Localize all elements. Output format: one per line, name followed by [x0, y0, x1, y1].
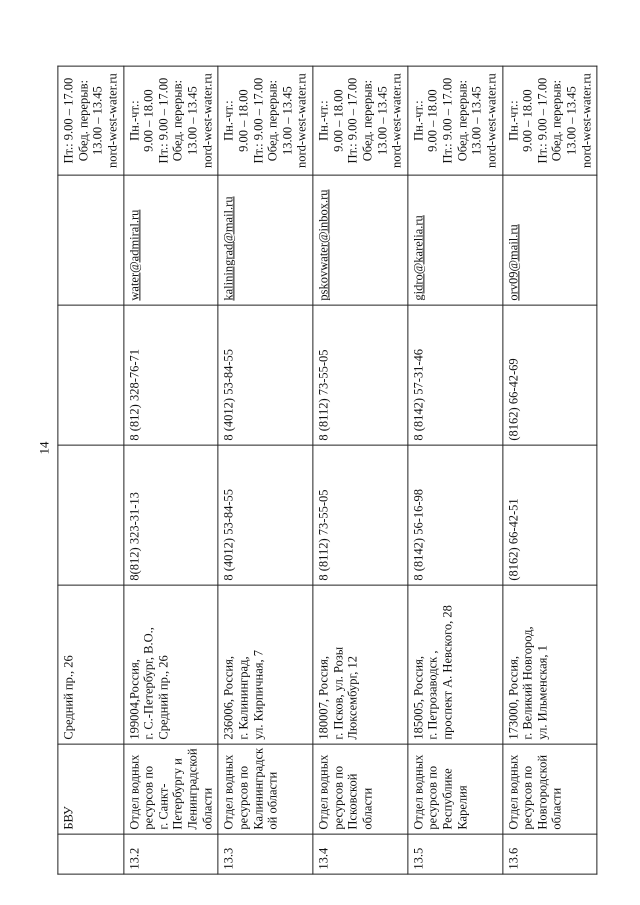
- row-number: 13.6: [505, 847, 520, 870]
- working-hours-line: 9.00 – 18.00: [425, 89, 440, 152]
- department-name-cell: [123, 744, 218, 834]
- department-name-line: области: [200, 787, 214, 830]
- department-name-line: Ленинградской: [185, 748, 200, 830]
- address-line: г. Калининград,: [236, 656, 251, 740]
- address-line: 185005, Россия,: [411, 656, 426, 740]
- department-name-line: ресурсов по: [425, 765, 440, 830]
- address-line: г. С.-Петербург, В.О.,: [141, 627, 156, 740]
- working-hours-line: nord-west-water.ru: [105, 73, 120, 169]
- working-hours-line: Обед. перерыв:: [170, 79, 185, 162]
- working-hours-line: nord-west-water.ru: [294, 73, 309, 169]
- department-name-line: Отдел водных: [505, 754, 520, 830]
- working-hours-line: 13.00 – 13.45: [185, 86, 200, 155]
- working-hours-cell: [123, 66, 218, 175]
- phone-number: 8 (8112) 73-55-05: [316, 489, 331, 581]
- working-hours-line: Обед. перерыв:: [360, 79, 375, 162]
- department-name-line: области: [549, 787, 564, 830]
- working-hours-line: 13.00 – 13.45: [564, 86, 579, 155]
- fax-cell: [58, 305, 124, 445]
- working-hours-line: 13.00 – 13.45: [280, 86, 295, 155]
- row-number: 13.3: [221, 847, 236, 870]
- working-hours-cell: [313, 66, 408, 175]
- row-number-cell: [408, 834, 503, 874]
- address-cell: [408, 585, 503, 744]
- phone-number: (8162) 66-42-51: [505, 498, 520, 581]
- table-row: [408, 66, 503, 874]
- row-number-cell: [218, 834, 313, 874]
- row-number-cell: [123, 834, 218, 874]
- working-hours-line: Обед. перерыв:: [549, 79, 564, 162]
- address-line: Средний пр., 26: [61, 655, 76, 740]
- table-row: [218, 66, 313, 874]
- working-hours-cell: [502, 66, 597, 175]
- water-departments-table: [57, 66, 597, 875]
- row-number-cell: [502, 834, 597, 874]
- address-line: Средний пр., 26: [156, 655, 171, 740]
- fax-cell: [313, 305, 408, 445]
- department-name-line: БВУ: [61, 806, 76, 830]
- working-hours-line: nord-west-water.ru: [579, 73, 593, 169]
- department-name-line: Карелия: [455, 785, 469, 830]
- working-hours-line: nord-west-water.ru: [200, 73, 214, 169]
- table-row: [123, 66, 218, 874]
- fax-cell: [502, 305, 597, 445]
- working-hours-line: nord-west-water.ru: [484, 73, 499, 169]
- address-cell: [123, 585, 218, 744]
- phone-cell: [123, 445, 218, 585]
- working-hours-line: Пт.: 9.00 – 17.00: [535, 77, 550, 164]
- phone-cell: [408, 445, 503, 585]
- working-hours-line: Пн.-чт.:: [126, 100, 141, 141]
- address-line: ул. Кирпичная, 7: [250, 650, 265, 740]
- email-cell: [408, 175, 503, 305]
- department-name-cell: [218, 744, 313, 834]
- department-name-line: Псковской: [345, 773, 360, 830]
- fax-cell: [218, 305, 313, 445]
- working-hours-line: 9.00 – 18.00: [331, 89, 345, 152]
- phone-number: 8 (4012) 53-84-55: [221, 488, 236, 581]
- department-name-cell: [502, 744, 597, 834]
- email-link[interactable]: pskovwater@inbox.ru: [316, 189, 331, 301]
- email-link[interactable]: kaliningrad@mail.ru: [221, 196, 236, 301]
- rotated-page-content: [61, 48, 593, 870]
- working-hours-line: Пт.: 9.00 – 17.00: [61, 77, 76, 164]
- email-link[interactable]: orv09@mail.ru: [505, 224, 520, 301]
- table-row: [502, 66, 597, 874]
- address-cell: [218, 585, 313, 744]
- working-hours-line: Пт.: 9.00 – 17.00: [440, 77, 455, 164]
- address-cell: [502, 585, 597, 744]
- working-hours-line: Пт.: 9.00 – 17.00: [345, 77, 360, 164]
- working-hours-line: 9.00 – 18.00: [141, 89, 156, 152]
- department-name-cell: [408, 744, 503, 834]
- department-name-line: Новгородской: [535, 754, 550, 830]
- row-number: 13.4: [316, 847, 331, 870]
- working-hours-line: nord-west-water.ru: [389, 73, 404, 169]
- row-number-cell: [58, 834, 124, 874]
- table-row: [58, 66, 124, 874]
- fax-cell: [123, 305, 218, 445]
- phone-cell: [58, 445, 124, 585]
- fax-number: 8 (812) 328-76-71: [126, 348, 141, 441]
- email-cell: [218, 175, 313, 305]
- address-line: г. Псков, ул. Розы: [331, 646, 345, 740]
- department-name-line: области: [360, 787, 375, 830]
- address-line: 173000, Россия,: [505, 656, 520, 740]
- phone-number: 8(812) 323-31-13: [126, 492, 141, 581]
- department-name-line: ресурсов по: [331, 765, 345, 830]
- department-name-line: Отдел водных: [221, 754, 236, 830]
- department-name-line: Отдел водных: [126, 754, 141, 830]
- fax-number: 8 (8142) 57-31-46: [411, 348, 426, 441]
- working-hours-line: Обед. перерыв:: [455, 79, 469, 162]
- phone-cell: [218, 445, 313, 585]
- fax-number: 8 (8112) 73-55-05: [316, 349, 331, 441]
- working-hours-line: Пн.-чт.:: [505, 100, 520, 141]
- fax-number: (8162) 66-42-69: [505, 358, 520, 441]
- fax-number: 8 (4012) 53-84-55: [221, 348, 236, 441]
- phone-cell: [313, 445, 408, 585]
- row-number-cell: [313, 834, 408, 874]
- working-hours-cell: [408, 66, 503, 175]
- address-cell: [313, 585, 408, 744]
- fax-cell: [408, 305, 503, 445]
- department-name-line: Калининградск: [250, 747, 265, 830]
- working-hours-line: 13.00 – 13.45: [469, 86, 484, 155]
- department-name-cell: [313, 744, 408, 834]
- address-cell: [58, 585, 124, 744]
- working-hours-line: 9.00 – 18.00: [520, 89, 535, 152]
- department-name-line: ресурсов по: [520, 765, 535, 830]
- address-line: Люксембург, 12: [345, 656, 360, 740]
- table-row: [313, 66, 408, 874]
- email-cell: [58, 175, 124, 305]
- address-line: ул. Ильменская, 1: [535, 645, 550, 740]
- working-hours-line: 9.00 – 18.00: [236, 89, 251, 152]
- department-name-line: ресурсов по: [236, 765, 251, 830]
- working-hours-line: Пн.-чт.:: [411, 100, 426, 141]
- phone-cell: [502, 445, 597, 585]
- working-hours-line: 13.00 – 13.45: [90, 86, 105, 155]
- address-line: 180007, Россия,: [316, 656, 331, 740]
- working-hours-line: Пн.-чт.:: [221, 100, 236, 141]
- working-hours-cell: [218, 66, 313, 175]
- address-line: г. Великий Новгород,: [520, 626, 535, 740]
- email-link[interactable]: water@admiral.ru: [126, 209, 141, 301]
- department-name-cell: [58, 744, 124, 834]
- department-name-line: ой области: [265, 771, 280, 830]
- email-cell: [123, 175, 218, 305]
- email-cell: [313, 175, 408, 305]
- working-hours-line: 13.00 – 13.45: [374, 86, 389, 155]
- working-hours-line: Пт.: 9.00 – 17.00: [250, 77, 265, 164]
- department-name-line: Петербургу и: [170, 758, 185, 830]
- department-name-line: г. Санкт-: [156, 783, 171, 830]
- email-cell: [502, 175, 597, 305]
- address-line: г. Петрозаводск ,: [425, 650, 440, 740]
- page-number: 14: [36, 441, 52, 455]
- department-name-line: ресурсов по: [141, 765, 156, 830]
- working-hours-cell: [58, 66, 124, 175]
- department-name-line: Отдел водных: [411, 754, 426, 830]
- address-line: проспект А. Невского, 28: [440, 605, 455, 740]
- phone-number: 8 (8142) 56-16-98: [411, 488, 426, 581]
- row-number: 13.2: [126, 847, 141, 870]
- row-number: 13.5: [411, 847, 426, 870]
- address-line: 236006, Россия,: [221, 656, 236, 740]
- working-hours-line: Пн.-чт.:: [316, 100, 331, 141]
- working-hours-line: Обед. перерыв:: [265, 79, 280, 162]
- working-hours-line: Пт.: 9.00 – 17.00: [156, 77, 171, 164]
- department-name-line: Отдел водных: [316, 754, 331, 830]
- department-name-line: Республике: [440, 768, 455, 830]
- email-link[interactable]: gidro@karelia.ru: [411, 215, 426, 301]
- address-line: 199004,Россия,: [126, 659, 141, 740]
- working-hours-line: Обед. перерыв:: [76, 79, 90, 162]
